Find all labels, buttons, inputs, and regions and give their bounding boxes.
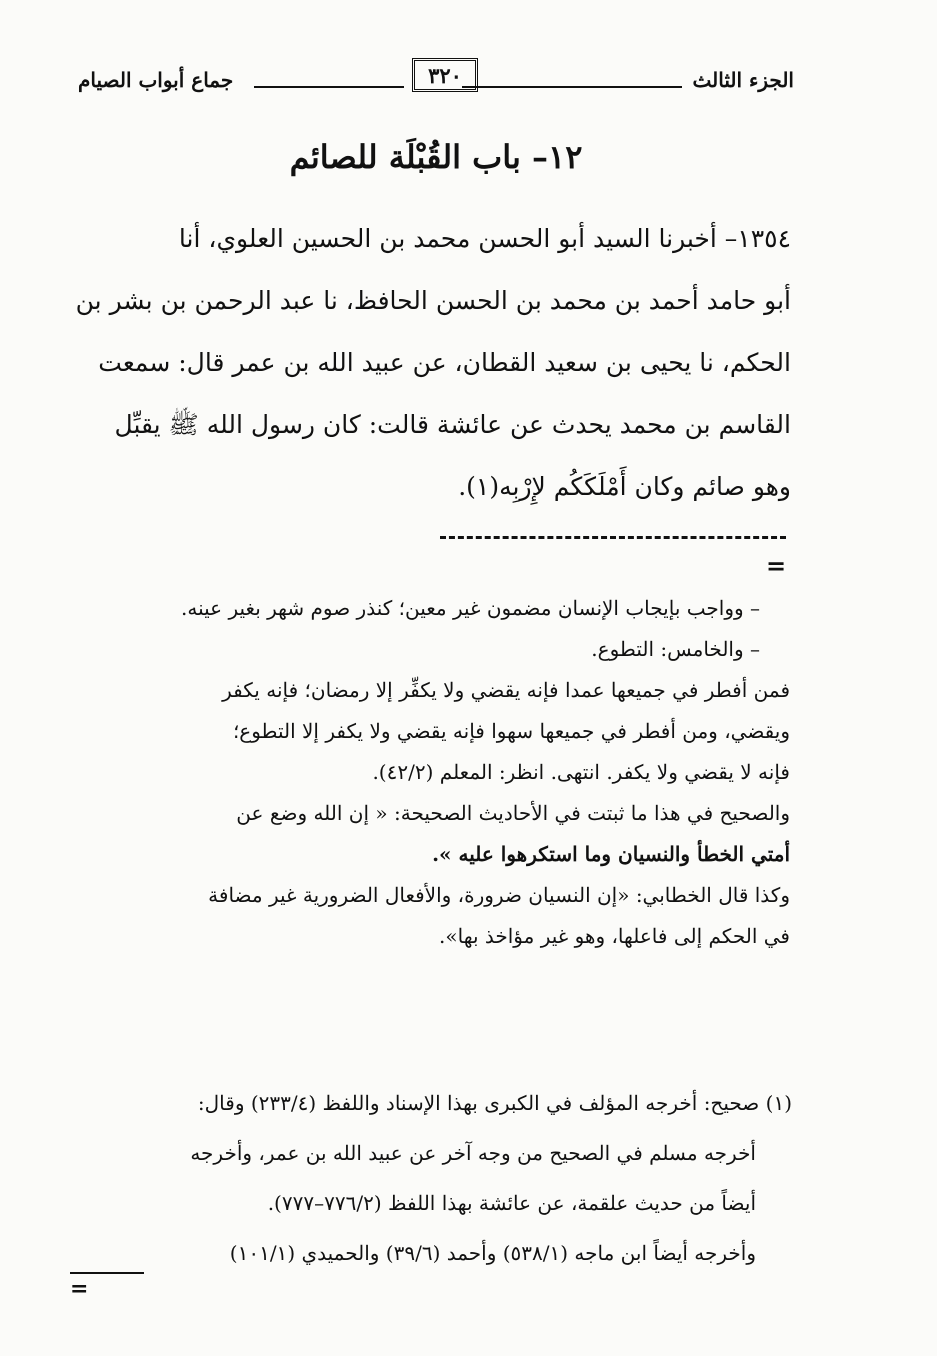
commentary-line: في الحكم إلى فاعلها، وهو غير مؤاخذ بها».: [439, 924, 790, 948]
footnote-separator: [440, 536, 786, 539]
hadith-line: القاسم بن محمد يحدث عن عائشة قالت: كان رسول الله ﷺ يقبِّل: [114, 410, 791, 439]
commentary-line: والصحيح في هذا ما ثبتت في الأحاديث الصحيحة: « إن الله وضع عن: [236, 801, 790, 825]
commentary-line: وكذا قال الخطابي: «إن النسيان ضرورة، والأفعال الضرورية غير مضافة: [208, 883, 790, 907]
footnote-line: (١) صحيح: أخرجه المؤلف في الكبرى بهذا الإسناد واللفظ (٢٣٣/٤) وقال:: [197, 1091, 792, 1115]
header-rule-right: [462, 86, 682, 88]
footnote-line: أيضاً من حديث علقمة، عن عائشة بهذا اللفظ (٧٧٦/٢–٧٧٧).: [267, 1191, 756, 1215]
hadith-line: وهو صائم وكان أَمْلَكَكُم لإِرْبِه(١).: [458, 472, 791, 501]
commentary-line: – والخامس: التطوع.: [591, 637, 760, 661]
hadith-text: [75, 208, 791, 518]
continuation-mark-top: =: [766, 551, 787, 580]
commentary-block: [78, 588, 790, 957]
commentary-line: أمتي الخطأ والنسيان وما استكرهوا عليه ».: [432, 842, 790, 866]
commentary-line: فمن أفطر في جميعها عمدا فإنه يقضي ولا يكفِّر إلا رمضان؛ فإنه يكفر: [222, 678, 790, 702]
header-rule-left: [254, 86, 404, 88]
header-part: الجزء الثالث: [692, 68, 794, 92]
commentary-line: ويقضي، ومن أفطر في جميعها سهوا فإنه يقضي ولا يكفر إلا التطوع؛: [232, 719, 790, 743]
hadith-line: ١٣٥٤– أخبرنا السيد أبو الحسن محمد بن الحسين العلوي، أنا: [178, 224, 791, 253]
continuation-mark-bottom: =: [70, 1276, 89, 1302]
footnote-line: وأخرجه أيضاً ابن ماجه (٥٣٨/١) وأحمد (٣٩/٦) والحميدي (١٠١/١): [229, 1241, 756, 1265]
header-chapter: جماع أبواب الصيام: [78, 68, 234, 92]
commentary-line: فإنه لا يقضي ولا يكفر. انتهى. انظر: المعلم (٤٢/٢).: [372, 760, 790, 784]
footnote-line: أخرجه مسلم في الصحيح من وجه آخر عن عبيد الله بن عمر، وأخرجه: [190, 1141, 756, 1165]
running-header: [78, 58, 794, 98]
footnotes-block: [70, 1078, 792, 1278]
hadith-line: أبو حامد أحمد بن محمد بن الحسن الحافظ، نا عبد الرحمن بن بشر بن: [75, 286, 791, 315]
commentary-line: – وواجب بإيجاب الإنسان مضمون غير معين؛ كنذر صوم شهر بغير عينه.: [181, 596, 760, 620]
page-number: ٣٢٠: [412, 58, 478, 92]
hadith-line: الحكم، نا يحيى بن سعيد القطان، عن عبيد الله بن عمر قال: سمعت: [98, 348, 791, 377]
chapter-title: ١٢– باب القُبْلَة للصائم: [289, 138, 583, 176]
footnote-underline: [70, 1272, 144, 1274]
